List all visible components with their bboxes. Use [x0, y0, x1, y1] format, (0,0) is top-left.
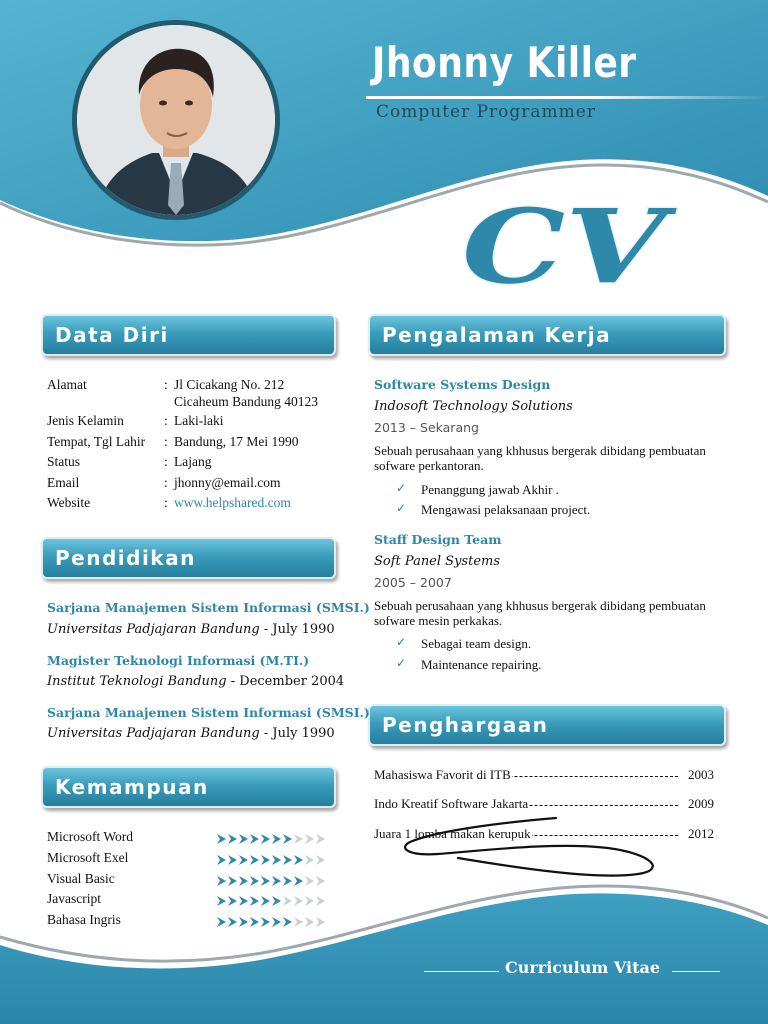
rating-arrow-filled	[272, 917, 281, 927]
rating-arrow-filled	[239, 896, 248, 906]
value-tempat-tgl-lahir: Bandung, 17 Mei 1990	[174, 434, 299, 449]
rating-arrow-filled	[250, 834, 259, 844]
experience-bullet: Maintenance repairing.	[421, 657, 542, 672]
skill-rating	[217, 893, 329, 907]
colon: :	[164, 434, 168, 449]
website-link[interactable]: www.helpshared.com	[174, 495, 291, 510]
rating-arrow-empty	[305, 855, 314, 865]
profile-photo	[72, 20, 280, 220]
rating-arrow-filled	[228, 896, 237, 906]
skill-name: Microsoft Exel	[47, 850, 129, 865]
label-jenis-kelamin: Jenis Kelamin	[47, 413, 124, 428]
skill-name: Javascript	[47, 891, 101, 906]
rating-arrow-empty	[283, 896, 292, 906]
experience-company: Indosoft Technology Solutions	[374, 399, 573, 414]
footer-line-right	[672, 971, 720, 972]
cv-logo-text: CV	[462, 186, 666, 294]
rating-arrows	[217, 832, 329, 846]
rating-arrow-filled	[228, 834, 237, 844]
rating-arrow-filled	[250, 917, 259, 927]
colon: :	[164, 475, 168, 490]
scribble-mark	[398, 812, 663, 882]
skill-row	[47, 912, 337, 932]
person-name: Jhonny Killer	[372, 38, 637, 87]
award-title: Mahasiswa Favorit di ITB	[374, 767, 511, 782]
rating-arrow-empty	[305, 917, 314, 927]
rating-arrows	[217, 894, 329, 908]
check-icon: ✓	[396, 656, 407, 670]
rating-arrow-filled	[250, 896, 259, 906]
experience-bullet: Penanggung jawab Akhir .	[421, 482, 559, 497]
skill-row	[47, 891, 337, 911]
skill-row	[47, 850, 337, 870]
rating-arrow-empty	[305, 834, 314, 844]
skill-name: Visual Basic	[47, 871, 115, 886]
education-degree: Sarjana Manajemen Sistem Informasi (SMSI.)	[47, 600, 370, 615]
experience-period: 2005 – 2007	[374, 575, 452, 590]
label-status: Status	[47, 454, 81, 469]
experience-bullet: Mengawasi pelaksanaan project.	[421, 502, 591, 517]
rating-arrow-filled	[272, 876, 281, 886]
rating-arrow-filled	[250, 876, 259, 886]
rating-arrow-filled	[239, 855, 248, 865]
label-tempat-tgl-lahir: Tempat, Tgl Lahir	[47, 434, 146, 449]
rating-arrow-filled	[261, 917, 270, 927]
experience-description: Sebuah perusahaan yang khhusus bergerak dibidang pembuatan sofware perkantoran.	[374, 443, 706, 473]
skill-rating	[217, 914, 329, 928]
rating-arrow-filled	[294, 876, 303, 886]
rating-arrow-filled	[261, 834, 270, 844]
skill-name: Microsoft Word	[47, 829, 134, 844]
section-pengalaman-kerja: Pengalaman Kerja	[368, 314, 726, 356]
skill-row	[47, 829, 337, 849]
education-institution: Institut Teknologi Bandung - December 2004	[47, 674, 345, 689]
rating-arrow-filled	[217, 834, 226, 844]
rating-arrow-empty	[294, 834, 303, 844]
rating-arrows	[217, 874, 329, 888]
rating-arrow-filled	[283, 855, 292, 865]
education-institution: Universitas Padjajaran Bandung - July 1990	[47, 726, 335, 741]
section-data-diri: Data Diri	[41, 314, 336, 356]
rating-arrow-filled	[228, 855, 237, 865]
value-email[interactable]: jhonny@email.com	[174, 475, 281, 490]
experience-title: Software Systems Design	[374, 377, 551, 392]
skill-rating	[217, 831, 329, 845]
label-website: Website	[47, 495, 91, 510]
award-title: Indo Kreatif Software Jakarta	[374, 796, 529, 811]
section-kemampuan: Kemampuan	[41, 766, 336, 808]
section-penghargaan: Penghargaan	[368, 704, 726, 746]
rating-arrow-filled	[283, 917, 292, 927]
rating-arrow-empty	[316, 855, 325, 865]
education-institution: Universitas Padjajaran Bandung - July 1990	[47, 622, 335, 637]
value-jenis-kelamin: Laki-laki	[174, 413, 224, 428]
label-alamat: Alamat	[47, 377, 87, 392]
check-icon: ✓	[396, 635, 407, 649]
experience-description: Sebuah perusahaan yang khhusus bergerak dibidang pembuatan sofware mesin perkakas.	[374, 598, 706, 628]
rating-arrow-filled	[272, 834, 281, 844]
award-year: 2009	[688, 796, 714, 811]
footer-line-left	[424, 971, 499, 972]
name-underline	[366, 96, 768, 99]
colon: :	[164, 413, 168, 428]
colon: :	[164, 454, 168, 469]
colon: :	[164, 495, 168, 510]
rating-arrow-empty	[316, 896, 325, 906]
rating-arrow-empty	[316, 876, 325, 886]
value-alamat-line2: Cicaheum Bandung 40123	[174, 394, 318, 409]
skill-name: Bahasa Ingris	[47, 912, 121, 927]
rating-arrow-filled	[272, 855, 281, 865]
award-year: 2003	[688, 767, 714, 782]
experience-company: Soft Panel Systems	[374, 554, 501, 569]
rating-arrow-filled	[272, 896, 281, 906]
rating-arrow-filled	[217, 896, 226, 906]
rating-arrows	[217, 915, 329, 929]
rating-arrow-filled	[239, 917, 248, 927]
rating-arrow-filled	[261, 876, 270, 886]
rating-arrow-empty	[305, 876, 314, 886]
rating-arrow-filled	[261, 855, 270, 865]
experience-period: 2013 – Sekarang	[374, 420, 479, 435]
rating-arrow-filled	[294, 855, 303, 865]
rating-arrow-filled	[239, 834, 248, 844]
rating-arrow-empty	[316, 917, 325, 927]
colon: :	[164, 377, 168, 392]
rating-arrow-filled	[228, 876, 237, 886]
label-email: Email	[47, 475, 80, 490]
rating-arrow-filled	[217, 876, 226, 886]
award-row	[374, 767, 714, 785]
skill-rating	[217, 852, 329, 866]
award-title: Juara 1 lomba makan kerupuk	[374, 826, 531, 841]
check-icon: ✓	[396, 501, 407, 515]
rating-arrow-filled	[228, 917, 237, 927]
rating-arrow-filled	[250, 855, 259, 865]
rating-arrow-filled	[283, 876, 292, 886]
rating-arrow-filled	[283, 834, 292, 844]
cv-logo	[462, 182, 732, 294]
education-degree: Magister Teknologi Informasi (M.TI.)	[47, 653, 310, 668]
rating-arrow-filled	[217, 855, 226, 865]
rating-arrow-empty	[294, 917, 303, 927]
rating-arrow-empty	[294, 896, 303, 906]
rating-arrow-filled	[261, 896, 270, 906]
award-year: 2012	[688, 826, 714, 841]
value-alamat-line1: Jl Cicakang No. 212	[174, 377, 285, 392]
rating-arrow-filled	[217, 917, 226, 927]
section-pendidikan: Pendidikan	[41, 537, 336, 579]
rating-arrow-filled	[239, 876, 248, 886]
rating-arrow-empty	[316, 834, 325, 844]
experience-title: Staff Design Team	[374, 532, 502, 547]
value-status: Lajang	[174, 454, 212, 469]
skill-row	[47, 871, 337, 891]
check-icon: ✓	[396, 481, 407, 495]
education-degree: Sarjana Manajemen Sistem Informasi (SMSI.)	[47, 705, 370, 720]
experience-bullet: Sebagai team design.	[421, 636, 532, 651]
rating-arrow-empty	[305, 896, 314, 906]
rating-arrows	[217, 853, 329, 867]
footer-title: Curriculum Vitae	[505, 958, 661, 977]
job-title: Computer Programmer	[376, 102, 596, 122]
skill-rating	[217, 873, 329, 887]
